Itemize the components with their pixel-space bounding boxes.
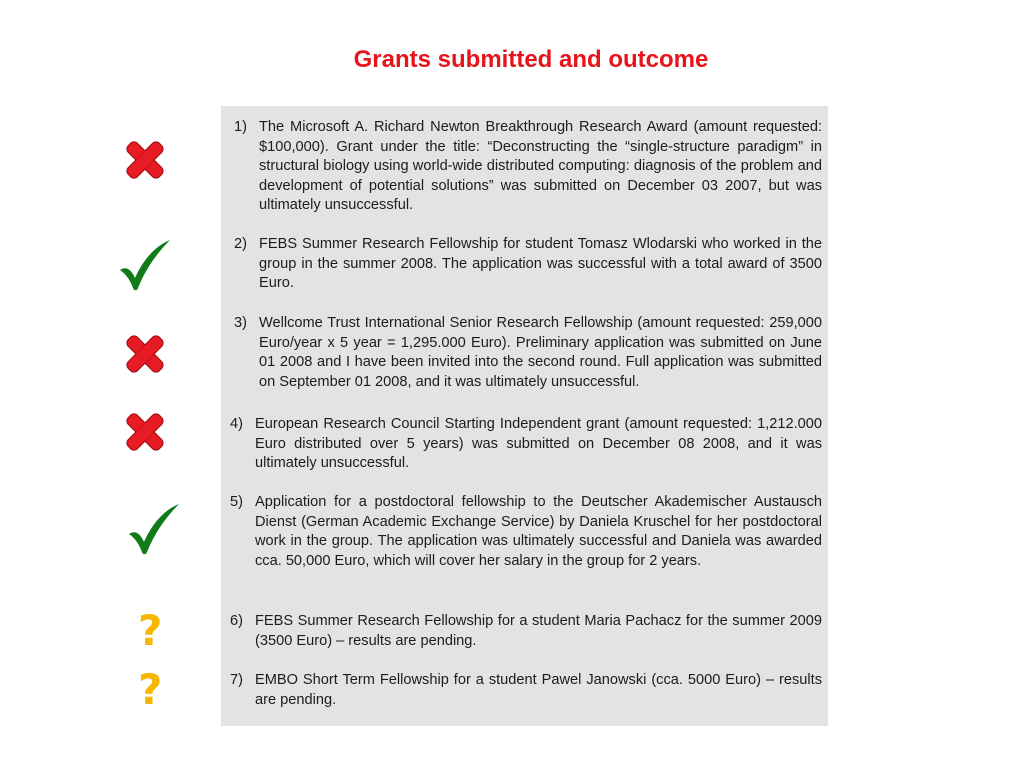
grant-item-2 — [234, 235, 822, 294]
question-icon: ? — [138, 606, 163, 655]
grant-item-4 — [230, 415, 822, 474]
cross-icon — [121, 408, 169, 456]
grant-number: 4) — [230, 416, 243, 432]
grant-text: Wellcome Trust International Senior Research Fellowship (amount requested: 259,000 Euro/year x 5 year = 1,295.000 Euro). Preliminary application was submitted on June 01 2008 and I have been invited into the second round. Full application was submitted on September 01 2008, and it was ultimately unsuccessful. — [259, 315, 822, 390]
grant-text: Application for a postdoctoral fellowship to the Deutscher Akademischer Austausch Dienst (German Academic Exchange Service) by Daniela Kruschel for her postdoctoral work in the group. The application was ultimately successful and Daniela was awarded cca. 50,000 Euro, which will cover her salary in the group for 2 years. — [255, 494, 822, 569]
grant-number: 3) — [234, 315, 247, 331]
question-icon: ? — [138, 665, 163, 714]
slide-title: Grants submitted and outcome — [353, 46, 709, 73]
grant-number: 5) — [230, 494, 243, 510]
grant-number: 2) — [234, 236, 247, 252]
grant-number: 7) — [230, 672, 243, 688]
cross-icon — [121, 330, 169, 378]
grant-number: 1) — [234, 119, 247, 135]
grant-text: The Microsoft A. Richard Newton Breakthrough Research Award (amount requested: $100,000). Grant under the title: “Deconstructing the “single-structure paradigm” in structural biology using world-wide distributed computing: diagnosis of the problem and development of potential solutions” was submitted on December 03 2007, but was ultimately unsuccessful. — [259, 119, 822, 214]
cross-icon — [121, 136, 169, 184]
grant-item-7 — [230, 671, 822, 710]
grant-text: FEBS Summer Research Fellowship for a student Maria Pachacz for the summer 2009 (3500 Euro) – results are pending. — [255, 613, 822, 649]
grant-item-1 — [234, 118, 822, 216]
grants-text-panel — [221, 106, 828, 726]
grant-item-5 — [230, 493, 822, 571]
grant-item-6 — [230, 612, 822, 651]
grant-text: European Research Council Starting Independent grant (amount requested: 1,212.000 Euro distributed over 5 years) was submitted on December 08 2008, and it was ultimately unsuccessful. — [255, 416, 822, 472]
grant-text: FEBS Summer Research Fellowship for student Tomasz Wlodarski who worked in the group in the summer 2008. The application was successful with a total award of 3500 Euro. — [259, 236, 822, 292]
grant-number: 6) — [230, 613, 243, 629]
check-icon — [125, 500, 183, 558]
check-icon — [116, 236, 174, 294]
grant-item-3 — [234, 314, 822, 392]
grant-text: EMBO Short Term Fellowship for a student Pawel Janowski (cca. 5000 Euro) – results are pending. — [255, 672, 822, 708]
